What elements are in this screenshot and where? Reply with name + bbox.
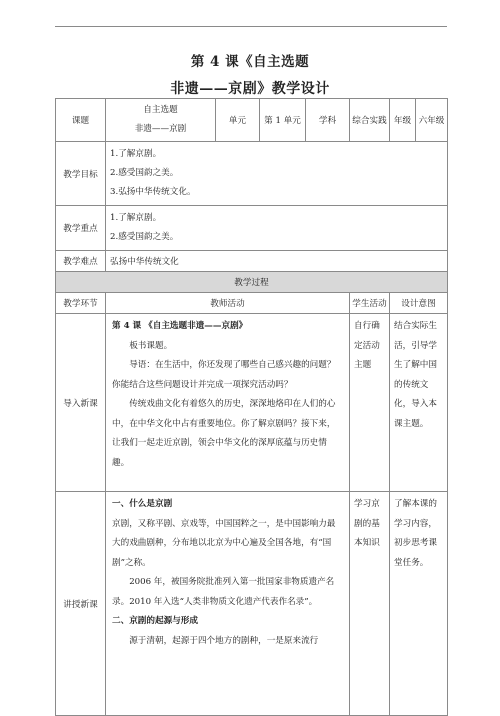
intro-student-activity: 自行确定活动主题 xyxy=(350,314,390,492)
keypoints-list xyxy=(106,206,448,251)
difficulty-label: 教学难点 xyxy=(56,251,106,272)
course-label: 课题 xyxy=(56,99,106,142)
goals-list xyxy=(106,142,448,206)
keypoints-row xyxy=(56,206,448,251)
intro-row xyxy=(56,314,448,492)
lecture-teacher-activity xyxy=(106,492,350,716)
goal-item: 2.感受国韵之美。 xyxy=(110,168,179,178)
intro-paragraph: 传统戏曲文化有着悠久的历史，深深地烙印在人们的心中，在中华文化中占有重要地位。你了解京剧吗？接下来，让我们一起走近京剧，领会中华文化的深厚底蕴与历史情趣。 xyxy=(112,399,336,468)
lesson-title: 第 4 课《自主选题 xyxy=(190,54,310,70)
lecture-heading: 二、京剧的起源与形成 xyxy=(112,616,198,626)
col-student-header: 学生活动 xyxy=(350,293,390,314)
goal-item: 3.弘扬中华传统文化。 xyxy=(110,187,196,197)
info-row xyxy=(56,99,448,142)
intro-design-intent: 结合实际生活，引导学生了解中国的传统文化，导入本课主题。 xyxy=(390,314,448,492)
subject-value: 综合实践 xyxy=(350,99,390,142)
header-rule xyxy=(55,26,447,27)
subject-label: 学科 xyxy=(306,99,350,142)
design-title: 非遗——京剧》教学设计 xyxy=(170,81,330,97)
unit-label: 单元 xyxy=(216,99,260,142)
col-stage-header: 教学环节 xyxy=(56,293,106,314)
course-value-line1: 自主选题 xyxy=(143,105,178,115)
intro-teacher-activity xyxy=(106,314,350,492)
difficulty-row xyxy=(56,251,448,272)
lecture-row xyxy=(56,492,448,716)
keypoint-item: 2.感受国韵之美。 xyxy=(110,232,179,242)
intro-heading: 第 4 课 《自主选题非遗——京剧》 xyxy=(112,321,248,331)
process-header-row xyxy=(56,293,448,314)
unit-value: 第 1 单元 xyxy=(260,99,306,142)
grade-label: 年级 xyxy=(390,99,416,142)
intro-paragraph: 板书课题。 xyxy=(129,340,173,351)
lecture-paragraph: 京剧，又称平剧、京戏等，中国国粹之一，是中国影响力最大的戏曲剧种，分布地以北京为中心遍及全国各地，有“国剧”之称。 xyxy=(112,518,336,568)
process-band-row xyxy=(56,272,448,293)
course-value-line2: 非遗——京剧 xyxy=(134,124,187,134)
course-value xyxy=(106,99,216,142)
keypoints-label: 教学重点 xyxy=(56,206,106,251)
goals-row xyxy=(56,142,448,206)
grade-value: 六年级 xyxy=(416,99,448,142)
keypoint-item: 1.了解京剧。 xyxy=(110,213,162,223)
col-teacher-header: 教师活动 xyxy=(106,293,350,314)
goal-item: 1.了解京剧。 xyxy=(110,149,162,159)
lecture-paragraph: 源于清朝，起源于四个地方的剧种，一是原来流行 xyxy=(129,635,319,646)
lecture-paragraph: 2006 年，被国务院批准列入第一批国家非物质遗产名录。2010 年入选“人类非物质文化遗产代表作名录”。 xyxy=(112,577,335,607)
goals-label: 教学目标 xyxy=(56,142,106,206)
process-band-title: 教学过程 xyxy=(56,272,448,293)
intro-stage: 导入新课 xyxy=(56,314,106,492)
intro-paragraph: 导语：在生活中，你还发现了哪些自己感兴趣的问题？你能结合这些问题设计并完成一项探究活动吗？ xyxy=(112,360,336,390)
lesson-plan-table xyxy=(55,98,448,716)
lecture-student-activity: 学习京剧的基本知识 xyxy=(350,492,390,716)
col-intent-header: 设计意图 xyxy=(390,293,448,314)
lecture-design-intent: 了解本课的学习内容，初步思考课堂任务。 xyxy=(390,492,448,716)
lecture-heading: 一、什么是京剧 xyxy=(112,499,173,509)
difficulty-value: 弘扬中华传统文化 xyxy=(106,251,448,272)
lecture-stage: 讲授新课 xyxy=(56,492,106,716)
